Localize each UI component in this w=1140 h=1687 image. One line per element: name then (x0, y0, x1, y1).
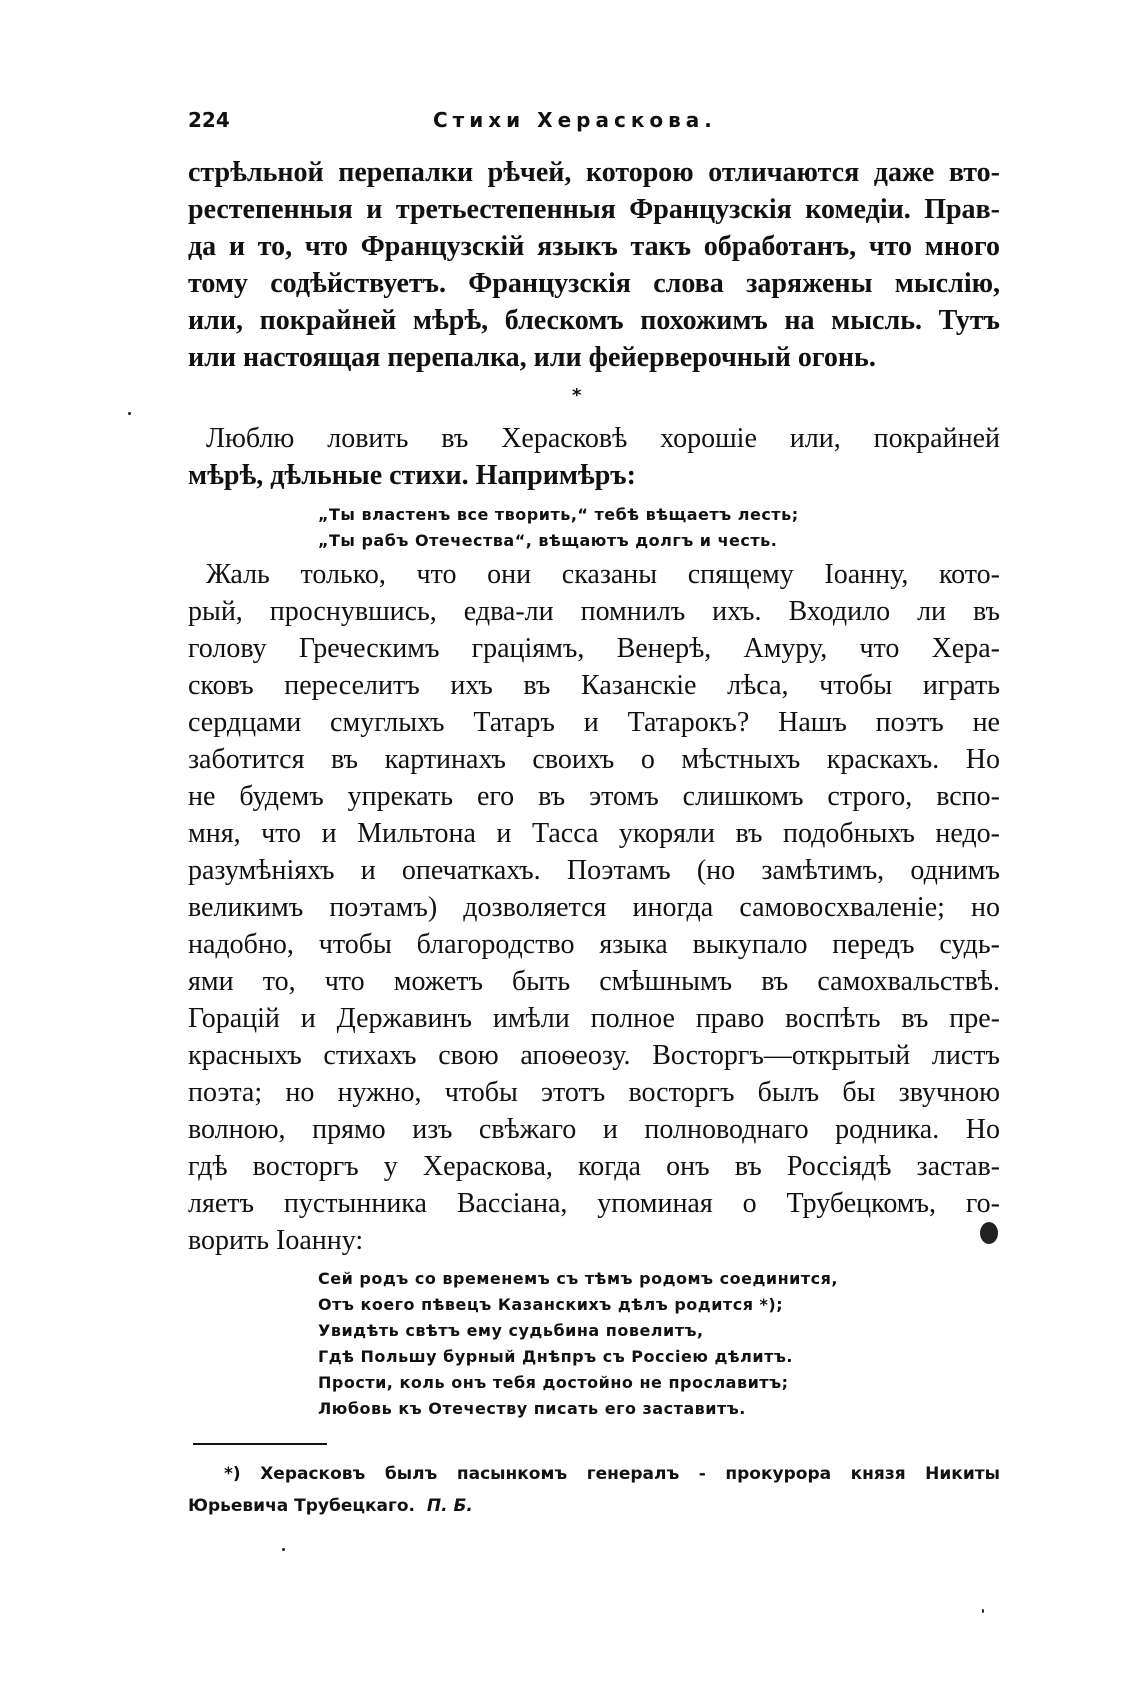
text-line: сковъ переселитъ ихъ въ Казанскіе лѣса, чтобы играть (188, 670, 1000, 701)
text-line: да и то, что Французскій языкъ такъ обработанъ, что много (188, 231, 1000, 262)
running-title: Стихи Хераскова. (433, 108, 717, 132)
paragraph-criticism (188, 556, 1000, 1259)
verse-line: „Ты властенъ все творить,“ тебѣ вѣщаетъ лесть; (318, 505, 799, 524)
page-number: 224 (188, 108, 230, 132)
footnote-signature: П. Б. (426, 1496, 473, 1516)
verse-quote-1 (318, 502, 799, 554)
scan-speck (128, 412, 131, 415)
scan-speck (980, 1222, 998, 1244)
paragraph-french-comedy (188, 154, 1000, 376)
text-line: рый, проснувшись, едва-ли помнилъ ихъ. Входило ли въ (188, 596, 1000, 627)
text-line: ями то, что можетъ быть смѣшнымъ въ самохвальствѣ. (188, 966, 1000, 997)
verse-line: Увидѣть свѣтъ ему судьбина повелитъ, (318, 1321, 704, 1340)
footnote-text: Юрьевича Трубецкаго. (188, 1496, 416, 1516)
paragraph-good-verses (188, 420, 1000, 494)
text-line: волною, прямо изъ свѣжаго и полноводнаго родника. Но (188, 1114, 1000, 1145)
text-line: великимъ поэтамъ) дозволяется иногда самовосхваленіе; но (188, 892, 1000, 923)
verse-line: Гдѣ Польшу бурный Днѣпръ съ Россіею дѣлитъ. (318, 1347, 793, 1366)
text-line: гдѣ восторгъ у Хераскова, когда онъ въ Россіядѣ застав- (188, 1151, 1000, 1182)
scan-speck (982, 1609, 984, 1613)
text-line: разумѣніяхъ и опечаткахъ. Поэтамъ (но замѣтимъ, однимъ (188, 855, 1000, 886)
text-line: красныхъ стихахъ свою апоѳеозу. Восторгъ—открытый листъ (188, 1040, 1000, 1071)
footnote-line: *) Херасковъ былъ пасынкомъ генералъ - прокурора князя Никиты (224, 1464, 1000, 1484)
text-line: или, покрайней мѣрѣ, блескомъ похожимъ на мысль. Тутъ (188, 305, 1000, 336)
text-line: сердцами смуглыхъ Татаръ и Татарокъ? Нашъ поэтъ не (188, 707, 1000, 738)
asterism-separator: * (572, 385, 582, 406)
verse-line: Прости, коль онъ тебя достойно не прославитъ; (318, 1373, 789, 1392)
text-line: надобно, чтобы благородство языка выкупало передъ судь- (188, 929, 1000, 960)
text-line: тому содѣйствуетъ. Французскія слова заряжены мыслію, (188, 268, 1000, 299)
verse-line: Сей родъ со временемъ съ тѣмъ родомъ соединится, (318, 1269, 838, 1288)
text-line: мѣрѣ, дѣльные стихи. Напримѣръ: (188, 460, 636, 491)
text-line: Горацій и Державинъ имѣли полное право воспѣть въ пре- (188, 1003, 1000, 1034)
verse-line: Отъ коего пѣвецъ Казанскихъ дѣлъ родится *); (318, 1295, 784, 1314)
text-line: не будемъ упрекать его въ этомъ слишкомъ строго, вспо- (188, 781, 1000, 812)
scan-speck (282, 1548, 285, 1551)
verse-line: „Ты рабъ Отечества“, вѣщаютъ долгъ и честь. (318, 531, 778, 550)
text-line: поэта; но нужно, чтобы этотъ восторгъ былъ бы звучною (188, 1077, 1000, 1108)
text-line: голову Греческимъ граціямъ, Венерѣ, Амуру, что Хера- (188, 633, 1000, 664)
text-line: ворить Іоанну: (188, 1225, 364, 1256)
verse-quote-rossiyada (318, 1266, 838, 1422)
text-line: рестепенныя и третьестепенныя Французскія комедіи. Прав- (188, 194, 1000, 225)
footnote (188, 1458, 1000, 1522)
footnote-divider (193, 1443, 327, 1445)
text-line: Жаль только, что они сказаны спящему Іоанну, кото- (206, 559, 1000, 590)
text-line: заботится въ картинахъ своихъ о мѣстныхъ краскахъ. Но (188, 744, 1000, 775)
text-line: мня, что и Мильтона и Тасса укоряли въ подобныхъ недо- (188, 818, 1000, 849)
text-line: стрѣльной перепалки рѣчей, которою отличаются даже вто- (188, 157, 1000, 188)
text-line: Люблю ловить въ Херасковѣ хорошіе или, покрайней (206, 423, 1000, 454)
running-head (188, 108, 1008, 142)
text-line: или настоящая перепалка, или фейерверочный огонь. (188, 342, 876, 373)
verse-line: Любовь къ Отечеству писать его заставитъ. (318, 1399, 746, 1418)
footnote-line (188, 1490, 1000, 1522)
text-line: ляетъ пустынника Вассіана, упоминая о Трубецкомъ, го- (188, 1188, 1000, 1219)
